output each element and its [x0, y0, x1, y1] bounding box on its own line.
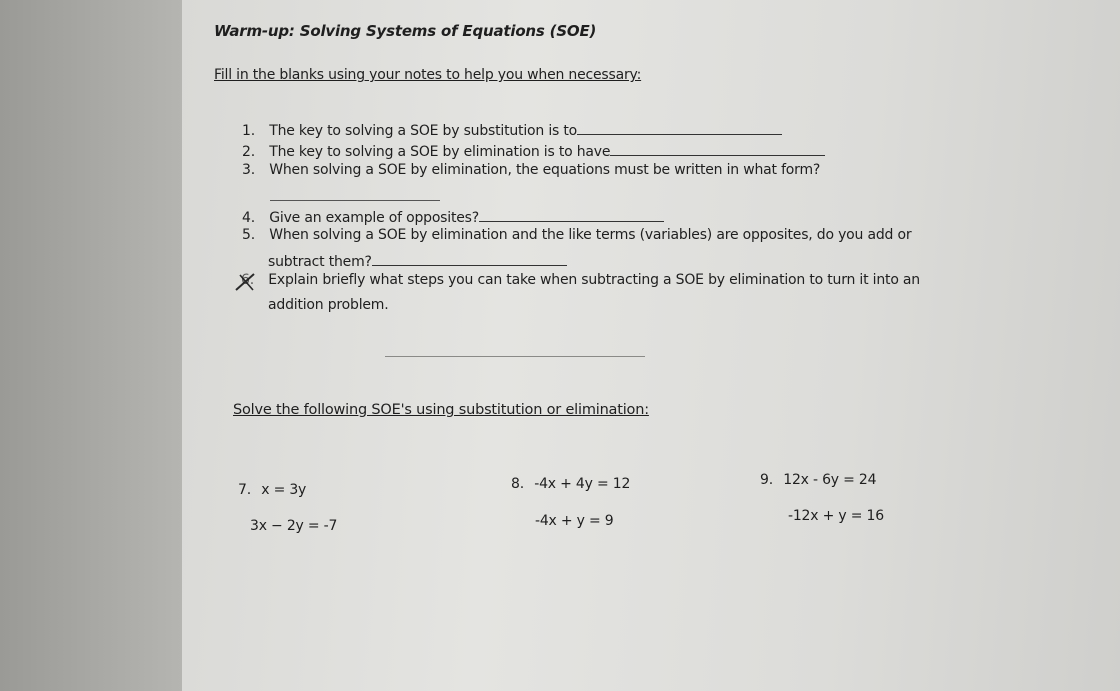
question-number: 1. [242, 123, 255, 139]
problem-9 [760, 472, 876, 488]
worksheet-title: Warm-up: Solving Systems of Equations (SOE) [214, 22, 597, 40]
problem-7 [238, 482, 306, 498]
question-text-line2: subtract them? [268, 254, 372, 270]
answer-blank[interactable] [385, 356, 645, 357]
question-number: 5. [242, 227, 255, 243]
problem-8 [511, 476, 630, 492]
question-text: Give an example of opposites? [269, 210, 479, 226]
problem-7-equation-2: 3x − 2y = -7 [250, 518, 338, 534]
question-number: 2. [242, 144, 255, 160]
equation-1: 12x - 6y = 24 [783, 472, 877, 488]
question-text-line1: When solving a SOE by elimination and the like terms (variables) are opposites, do you add or [269, 227, 912, 243]
answer-blank[interactable] [577, 120, 782, 135]
problem-9-equation-2: -12x + y = 16 [788, 508, 884, 524]
instructions: Fill in the blanks using your notes to help you when necessary: [214, 67, 642, 83]
answer-blank[interactable] [610, 141, 825, 156]
question-6 [241, 272, 920, 288]
question-text-line2: addition problem. [268, 297, 389, 313]
question-text-line1: Explain briefly what steps you can take when subtracting a SOE by elimination to turn it into an [268, 272, 920, 288]
background-surface [0, 0, 182, 691]
question-text: The key to solving a SOE by elimination is to have [269, 144, 611, 160]
problem-number: 7. [238, 482, 251, 498]
question-5-continued [268, 251, 567, 270]
question-text: When solving a SOE by elimination, the equations must be written in what form? [269, 162, 821, 178]
question-4 [242, 207, 664, 226]
question-number: 3. [242, 162, 255, 178]
question-number: 4. [242, 210, 255, 226]
question-number: 6. [241, 272, 254, 288]
answer-blank[interactable] [270, 200, 440, 201]
question-text: The key to solving a SOE by substitution is to [269, 123, 578, 139]
problem-number: 8. [511, 476, 524, 492]
worksheet-page [182, 0, 1120, 691]
question-2 [242, 141, 825, 160]
question-3 [242, 162, 820, 178]
equation-1: -4x + 4y = 12 [534, 476, 631, 492]
problem-8-equation-2: -4x + y = 9 [535, 513, 614, 529]
answer-blank[interactable] [479, 207, 664, 222]
question-6-continued [268, 297, 389, 313]
question-5 [242, 227, 911, 243]
question-1 [242, 120, 782, 139]
answer-blank[interactable] [372, 251, 567, 266]
equation-1: x = 3y [261, 482, 307, 498]
section-heading: Solve the following SOE's using substitution or elimination: [233, 402, 649, 418]
problem-number: 9. [760, 472, 773, 488]
